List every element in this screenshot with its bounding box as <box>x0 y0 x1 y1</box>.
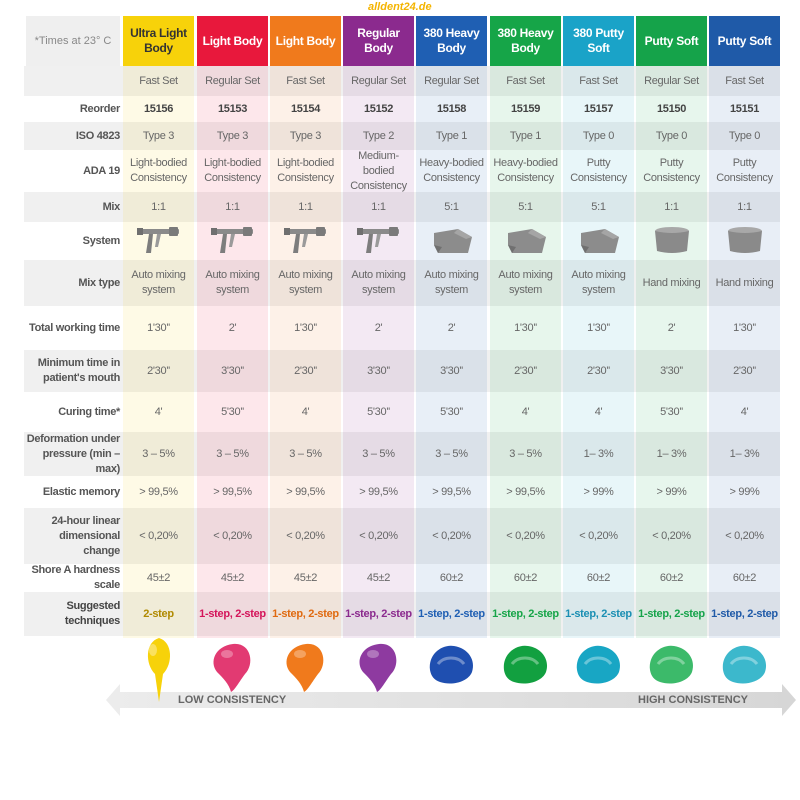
cell-ada: Light-bodied Consistency <box>204 157 261 184</box>
material-blob-icon <box>569 634 629 704</box>
cell-curing: 4' <box>154 405 163 418</box>
cell-shore: 60±2 <box>586 571 611 584</box>
row-label-mix: Mix <box>102 200 120 213</box>
cell-set: Regular Set <box>351 74 406 87</box>
row-label-min_time: Minimum time in patient's mouth <box>37 357 120 384</box>
cell-linear: < 0,20% <box>506 529 545 542</box>
row-label-deformation: Deformation under pressure (min – max) <box>26 432 120 475</box>
cell-iso: Type 1 <box>435 129 468 142</box>
cell-working: 1'30'' <box>147 321 170 334</box>
cell-curing: 4' <box>521 405 530 418</box>
column-header: Putty Soft <box>636 16 707 66</box>
cell-deformation: 1– 3% <box>583 447 614 460</box>
cell-shore: 45±2 <box>366 571 391 584</box>
cell-iso: Type 2 <box>362 129 395 142</box>
cell-mix_type: Auto mixing system <box>278 269 333 296</box>
cell-reorder: 15154 <box>290 102 321 115</box>
cell-mix_type: Auto mixing system <box>131 269 186 296</box>
cell-curing: 5'30'' <box>660 405 683 418</box>
row-label-working: Total working time <box>29 321 120 334</box>
cell-ada: Light-bodied Consistency <box>277 157 334 184</box>
cell-min_time: 3'30'' <box>660 364 683 377</box>
cell-mix: 5:1 <box>591 200 606 213</box>
cell-tech: 1-step, 2-step <box>272 607 339 620</box>
cell-shore: 60±2 <box>732 571 757 584</box>
row-label-mix_type: Mix type <box>78 276 120 289</box>
cell-set: Regular Set <box>424 74 479 87</box>
row-label-curing: Curing time* <box>58 405 120 418</box>
dispenser-gun-icon <box>343 220 414 260</box>
cell-tech: 2-step <box>143 607 174 620</box>
cell-reorder: 15153 <box>217 102 248 115</box>
row-label-iso: ISO 4823 <box>75 129 120 142</box>
cell-linear: < 0,20% <box>139 529 178 542</box>
cell-mix: 1:1 <box>737 200 752 213</box>
row-label-elastic: Elastic memory <box>42 485 120 498</box>
mixing-machine-icon <box>563 220 634 260</box>
cell-tech: 1-step, 2-step <box>711 607 778 620</box>
row-label-system: System <box>82 234 120 247</box>
cell-linear: < 0,20% <box>652 529 691 542</box>
cell-min_time: 2'30'' <box>514 364 537 377</box>
cell-working: 2' <box>374 321 383 334</box>
material-blob-icon <box>496 634 556 704</box>
cell-mix: 1:1 <box>664 200 679 213</box>
cell-deformation: 3 – 5% <box>509 447 542 460</box>
cell-tech: 1-step, 2-step <box>492 607 559 620</box>
cell-linear: < 0,20% <box>359 529 398 542</box>
cell-reorder: 15150 <box>656 102 687 115</box>
cell-working: 2' <box>447 321 456 334</box>
cell-elastic: > 99% <box>583 485 614 498</box>
cell-linear: < 0,20% <box>286 529 325 542</box>
cell-mix: 5:1 <box>444 200 459 213</box>
cell-set: Fast Set <box>725 74 764 87</box>
column-header: 380 Heavy Body <box>490 16 561 66</box>
cell-elastic: > 99% <box>656 485 687 498</box>
cell-working: 1'30'' <box>733 321 756 334</box>
cell-min_time: 2'30'' <box>733 364 756 377</box>
cell-min_time: 2'30'' <box>147 364 170 377</box>
cell-iso: Type 0 <box>728 129 761 142</box>
column-header: Ultra Light Body <box>123 16 194 66</box>
cell-ada: Medium-bodied Consistency <box>350 149 407 192</box>
cell-mix: 5:1 <box>518 200 533 213</box>
cell-shore: 45±2 <box>293 571 318 584</box>
cell-reorder: 15156 <box>143 102 174 115</box>
cell-shore: 45±2 <box>146 571 171 584</box>
cell-set: Fast Set <box>506 74 545 87</box>
cell-mix: 1:1 <box>151 200 166 213</box>
row-label-ada: ADA 19 <box>83 164 120 177</box>
cell-curing: 5'30'' <box>367 405 390 418</box>
cell-mix_type: Auto mixing system <box>571 269 626 296</box>
cell-curing: 5'30'' <box>221 405 244 418</box>
material-blob-icon <box>422 634 482 704</box>
cell-min_time: 3'30'' <box>367 364 390 377</box>
cell-ada: Light-bodied Consistency <box>130 157 187 184</box>
column-header: Light Body <box>197 16 268 66</box>
cell-deformation: 3 – 5% <box>435 447 468 460</box>
cell-set: Fast Set <box>579 74 618 87</box>
cell-ada: Putty Consistency <box>716 157 773 184</box>
row-label-tech: Suggested techniques <box>64 600 120 627</box>
cell-mix_type: Auto mixing system <box>424 269 479 296</box>
dispenser-gun-icon <box>197 220 268 260</box>
cell-tech: 1-step, 2-step <box>418 607 485 620</box>
material-blob-icon <box>349 634 409 704</box>
putty-tub-icon <box>636 220 707 260</box>
cell-iso: Type 3 <box>289 129 322 142</box>
cell-linear: < 0,20% <box>579 529 618 542</box>
cell-mix_type: Auto mixing system <box>498 269 553 296</box>
cell-elastic: > 99,5% <box>286 485 325 498</box>
cell-working: 1'30'' <box>587 321 610 334</box>
cell-set: Fast Set <box>286 74 325 87</box>
row-label-linear: 24-hour linear dimensional change <box>51 514 120 557</box>
cell-elastic: > 99,5% <box>213 485 252 498</box>
cell-mix_type: Hand mixing <box>715 276 774 289</box>
cell-reorder: 15151 <box>729 102 760 115</box>
cell-elastic: > 99% <box>729 485 760 498</box>
cell-mix_type: Auto mixing system <box>351 269 406 296</box>
column-header: 380 Putty Soft <box>563 16 634 66</box>
dispenser-gun-icon <box>123 220 194 260</box>
cell-set: Regular Set <box>644 74 699 87</box>
row-label-shore: Shore A hardness scale <box>31 564 120 591</box>
cell-curing: 4' <box>301 405 310 418</box>
cell-set: Fast Set <box>139 74 178 87</box>
cell-tech: 1-step, 2-step <box>345 607 412 620</box>
cell-min_time: 3'30'' <box>221 364 244 377</box>
cell-shore: 45±2 <box>220 571 245 584</box>
cell-iso: Type 0 <box>582 129 615 142</box>
cell-linear: < 0,20% <box>725 529 764 542</box>
cell-mix_type: Auto mixing system <box>205 269 260 296</box>
cell-working: 2' <box>228 321 237 334</box>
cell-deformation: 3 – 5% <box>216 447 249 460</box>
cell-deformation: 3 – 5% <box>142 447 175 460</box>
cell-working: 1'30'' <box>514 321 537 334</box>
cell-elastic: > 99,5% <box>139 485 178 498</box>
cell-deformation: 1– 3% <box>729 447 760 460</box>
cell-curing: 4' <box>594 405 603 418</box>
cell-deformation: 1– 3% <box>656 447 687 460</box>
cell-linear: < 0,20% <box>432 529 471 542</box>
column-header: Regular Body <box>343 16 414 66</box>
cell-elastic: > 99,5% <box>359 485 398 498</box>
cell-ada: Heavy-bodied Consistency <box>493 157 558 184</box>
cell-curing: 4' <box>740 405 749 418</box>
brand-watermark: alldent24.de <box>368 1 432 13</box>
mixing-machine-icon <box>416 220 487 260</box>
cell-reorder: 15152 <box>363 102 394 115</box>
cell-iso: Type 1 <box>509 129 542 142</box>
cell-mix_type: Hand mixing <box>642 276 701 289</box>
cell-shore: 60±2 <box>513 571 538 584</box>
cell-linear: < 0,20% <box>213 529 252 542</box>
cell-iso: Type 3 <box>216 129 249 142</box>
cell-mix: 1:1 <box>225 200 240 213</box>
cell-tech: 1-step, 2-step <box>638 607 705 620</box>
cell-min_time: 2'30'' <box>294 364 317 377</box>
cell-curing: 5'30'' <box>440 405 463 418</box>
cell-tech: 1-step, 2-step <box>199 607 266 620</box>
mixing-machine-icon <box>490 220 561 260</box>
cell-iso: Type 0 <box>655 129 688 142</box>
times-note: *Times at 23° C <box>26 16 120 66</box>
putty-tub-icon <box>709 220 780 260</box>
cell-elastic: > 99,5% <box>506 485 545 498</box>
cell-shore: 60±2 <box>439 571 464 584</box>
cell-tech: 1-step, 2-step <box>565 607 632 620</box>
cell-min_time: 3'30'' <box>440 364 463 377</box>
cell-min_time: 2'30'' <box>587 364 610 377</box>
cell-deformation: 3 – 5% <box>362 447 395 460</box>
cell-reorder: 15158 <box>436 102 467 115</box>
cell-mix: 1:1 <box>298 200 313 213</box>
column-header: Putty Soft <box>709 16 780 66</box>
cell-ada: Putty Consistency <box>570 157 627 184</box>
cell-working: 2' <box>667 321 676 334</box>
cell-set: Regular Set <box>205 74 260 87</box>
cell-elastic: > 99,5% <box>432 485 471 498</box>
cell-deformation: 3 – 5% <box>289 447 322 460</box>
column-header: 380 Heavy Body <box>416 16 487 66</box>
dispenser-gun-icon <box>270 220 341 260</box>
cell-shore: 60±2 <box>659 571 684 584</box>
cell-iso: Type 3 <box>142 129 175 142</box>
row-label-reorder: Reorder <box>79 102 120 115</box>
cell-reorder: 15157 <box>583 102 614 115</box>
high-consistency-label: HIGH CONSISTENCY <box>638 694 749 706</box>
cell-reorder: 15159 <box>510 102 541 115</box>
low-consistency-label: LOW CONSISTENCY <box>178 694 287 706</box>
cell-working: 1'30'' <box>294 321 317 334</box>
cell-ada: Heavy-bodied Consistency <box>419 157 484 184</box>
column-header: Light Body <box>270 16 341 66</box>
cell-mix: 1:1 <box>371 200 386 213</box>
cell-ada: Putty Consistency <box>643 157 700 184</box>
